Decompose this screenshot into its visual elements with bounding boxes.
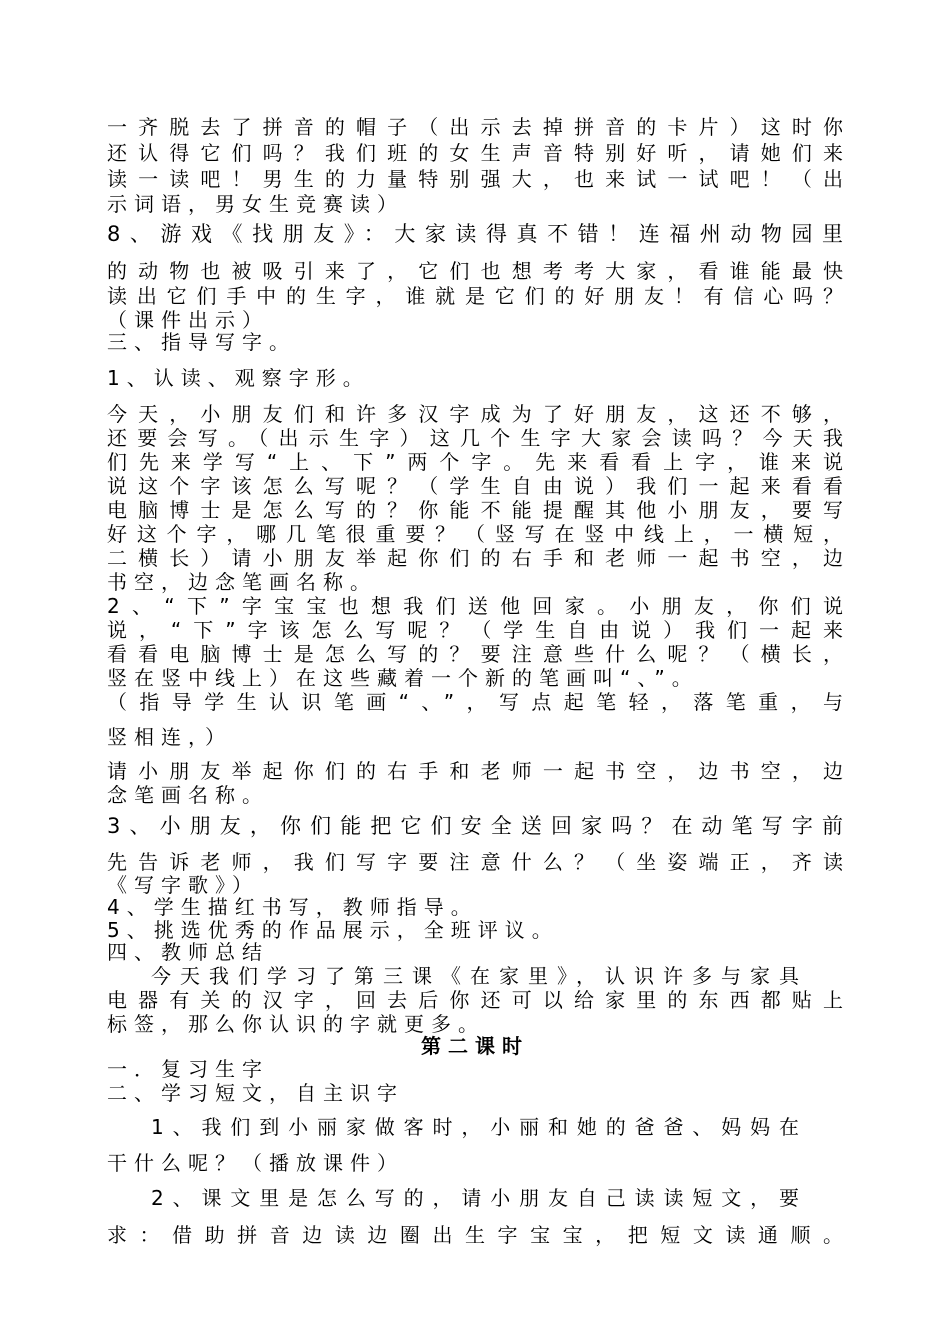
- text-line: 标签，那么你认识的字就更多。: [107, 1012, 485, 1036]
- section-heading: 三、指导写字。: [107, 330, 296, 354]
- lesson-title: 第二课时: [421, 1034, 529, 1058]
- text-line: 3、小朋友，你们能把它们安全送回家吗？在动笔写字前: [107, 814, 843, 838]
- text-line: 好这个字，哪几笔很重要？（竖写在竖中线上，一横短，: [107, 522, 843, 546]
- text-line: 请小朋友举起你们的右手和老师一起书空，边书空，边: [107, 759, 843, 783]
- section-heading: 四、教师总结: [107, 940, 269, 964]
- text-line: 2、课文里是怎么写的，请小朋友自己读读短文，要: [151, 1186, 799, 1210]
- text-line: 先告诉老师，我们写字要注意什么？（坐姿端正，齐读: [107, 850, 843, 874]
- text-line: 一齐脱去了拼音的帽子（出示去掉拼音的卡片）这时你: [107, 115, 843, 139]
- text-line: 读一读吧！男生的力量特别强大，也来试一试吧！（出: [107, 167, 843, 191]
- section-heading: 二、学习短文，自主识字: [107, 1081, 404, 1105]
- text-line: 示词语，男女生竞赛读）: [107, 192, 404, 216]
- text-line: 干什么呢？（播放课件）: [107, 1151, 404, 1175]
- text-line: 2、“下”字宝宝也想我们送他回家。小朋友，你们说: [107, 594, 843, 618]
- text-line: 的动物也被吸引来了，它们也想考考大家，看谁能最快: [107, 259, 843, 283]
- text-line: （指导学生认识笔画“、”，写点起笔轻，落笔重，与: [107, 690, 843, 714]
- text-line: 读出它们手中的生字，谁就是它们的好朋友！有信心吗？: [107, 284, 843, 308]
- text-line: 竖相连，）: [107, 725, 232, 749]
- text-line: 说，“下”字该怎么写呢？（学生自由说）我们一起来: [107, 618, 843, 642]
- text-line: 念笔画名称。: [107, 783, 269, 807]
- text-line: 1、我们到小丽家做客时，小丽和她的爸爸、妈妈在: [151, 1115, 799, 1139]
- text-line: 竖在竖中线上）在这些藏着一个新的笔画叫“、”。: [107, 666, 699, 690]
- text-line: 还要会写。（出示生字）这几个生字大家会读吗？今天我: [107, 426, 843, 450]
- text-line: 电器有关的汉字，回去后你还可以给家里的东西都贴上: [107, 988, 843, 1012]
- text-line: （课件出示）: [107, 308, 269, 332]
- text-line: 电脑博士是怎么写的？你能不能提醒其他小朋友，要写: [107, 498, 843, 522]
- text-line: 还认得它们吗？我们班的女生声音特别好听，请她们来: [107, 141, 843, 165]
- text-line: 求：借助拼音边读边圈出生字宝宝，把短文读通顺。: [107, 1223, 843, 1247]
- text-line: 二横长）请小朋友举起你们的右手和老师一起书空，边: [107, 546, 843, 570]
- text-line: 书空，边念笔画名称。: [107, 570, 377, 594]
- text-line: 8、游戏《找朋友》：大家读得真不错！连福州动物园里: [107, 222, 843, 246]
- text-line: 5、挑选优秀的作品展示，全班评议。: [107, 918, 559, 942]
- text-line: 《写字歌》）: [107, 873, 259, 897]
- text-line: 说这个字该怎么写呢？（学生自由说）我们一起来看看: [107, 474, 843, 498]
- text-line: 看看电脑博士是怎么写的？要注意些什么呢？（横长，: [107, 642, 843, 666]
- text-line: 今天，小朋友们和许多汉字成为了好朋友，这还不够，: [107, 402, 843, 426]
- text-line: 们先来学写“上、下”两个字。先来看看上字，谁来说: [107, 450, 843, 474]
- text-line: 4、学生描红书写，教师指导。: [107, 895, 478, 919]
- section-heading: 一．复习生字: [107, 1057, 269, 1081]
- text-line: 1、认读、观察字形。: [107, 366, 370, 390]
- text-line: 今天我们学习了第三课《在家里》，认识许多与家具: [151, 964, 799, 988]
